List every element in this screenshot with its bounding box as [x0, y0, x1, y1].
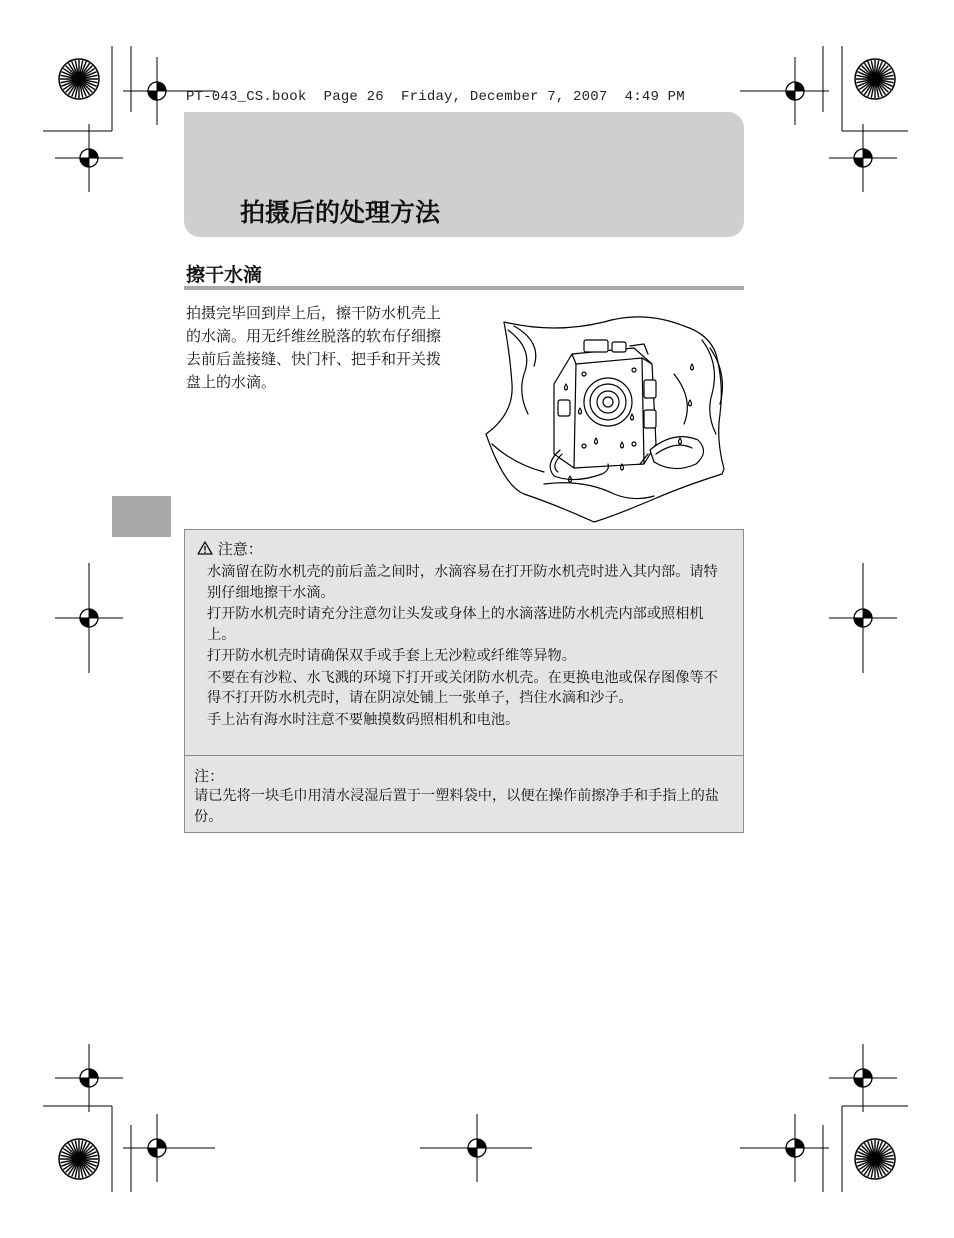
section-heading: 擦干水滴 — [186, 264, 263, 286]
list-item: 手上沾有海水时注意不要触摸数码照相机和电池。 — [207, 711, 520, 728]
chapter-side-tab — [112, 496, 171, 537]
page-title: 拍摄后的处理方法 — [240, 198, 441, 227]
housing-drying-illustration — [484, 304, 732, 524]
list-item: 打开防水机壳时请确保双手或手套上无沙粒或纤维等异物。 — [207, 648, 576, 664]
print-header: PT-043_CS.book Page 26 Friday, December 7, 2007 4:49 PM — [186, 89, 685, 105]
list-item: 不要在有沙粒、水飞溅的环境下打开或关闭防水机壳。在更换电池或保存图像等不得不打开防水机壳时，请在阴凉处铺上一张单子，挡住水滴和沙子。 — [207, 669, 718, 706]
section-divider — [184, 286, 744, 290]
caution-heading-label: 注意： — [217, 540, 263, 558]
caution-list — [207, 562, 731, 731]
note-text: 请已先将一块毛巾用清水浸湿后置于一塑料袋中，以便在操作前擦净手和手指上的盐份。 — [194, 788, 719, 825]
caution-heading — [197, 538, 263, 559]
list-item: 打开防水机壳时请充分注意勿让头发或身体上的水滴落进防水机壳内部或照相机上。 — [207, 606, 704, 643]
note-heading: 注： — [194, 767, 225, 785]
section-paragraph: 拍摄完毕回到岸上后，擦干防水机壳上的水滴。用无纤维丝脱落的软布仔细擦去前后盖接缝、快门杆、把手和开关拨盘上的水滴。 — [186, 304, 442, 391]
list-item: 水滴留在防水机壳的前后盖之间时，水滴容易在打开防水机壳时进入其内部。请特别仔细地擦干水滴。 — [207, 564, 718, 601]
warning-triangle-icon — [197, 541, 213, 555]
